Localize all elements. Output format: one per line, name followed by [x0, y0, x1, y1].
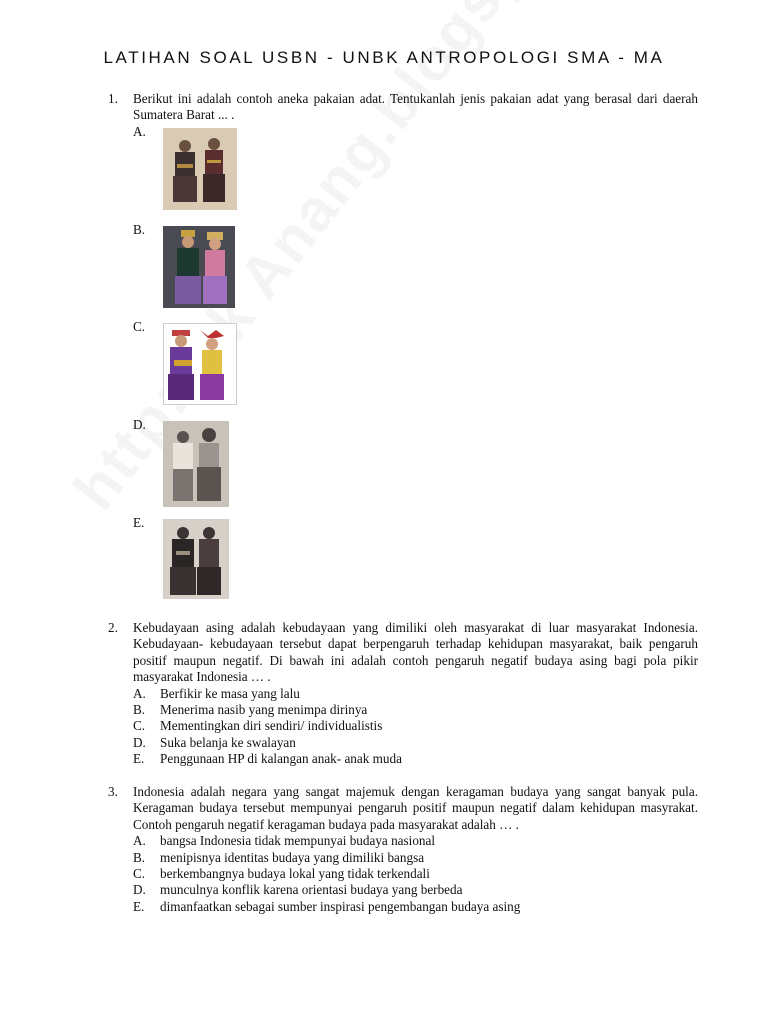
option-label: B. [133, 222, 146, 237]
question-text: Kebudayaan asing adalah kebudayaan yang dimiliki oleh masyarakat di luar masyarakat Indonesia. Kebudayaan- kebudayaan tersebut dapat berpengaruh terhadap kehidupan masyarakat, baik pengaruh positif maupun negatif. Di bawah ini adalah contoh pengaruh negatif budaya asing bagi pola pikir masyarakat Indonesia … . [133, 620, 698, 685]
answer-option-e[interactable]: E. dimanfaatkan sebagai sumber inspirasi pengembangan budaya asing [133, 898, 521, 914]
question-number: 3. [108, 784, 118, 799]
question-text: Indonesia adalah negara yang sangat majemuk dengan keragaman budaya yang sangat banyak pula. Keragaman budaya tersebut mempunyai pengaruh positif maupun negatif dalam kehidupan masyrakat. Contoh pengaruh negatif keragaman budaya pada masyarakat adalah … . [133, 784, 698, 832]
question-3 [108, 784, 698, 915]
answer-option-b[interactable]: B. Menerima nasib yang menimpa dirinya [133, 702, 368, 718]
answer-option-a[interactable]: A. bangsa Indonesia tidak mempunyai budaya nasional [133, 833, 436, 849]
answer-option-c[interactable]: C. berkembangnya budaya lokal yang tidak terkendali [133, 866, 430, 882]
costume-photo-c [163, 323, 237, 405]
answer-options [133, 686, 698, 768]
answer-option-a[interactable]: A. Berfikir ke masa yang lalu [133, 685, 300, 701]
question-1 [108, 91, 698, 124]
question-2 [108, 620, 698, 768]
answer-options [133, 833, 698, 915]
option-label: E. [133, 515, 145, 530]
page-title: LATIHAN SOAL USBN - UNBK ANTROPOLOGI SMA - MA [103, 48, 665, 67]
answer-option-e[interactable]: E. Penggunaan HP di kalangan anak- anak muda [133, 751, 402, 767]
answer-option-d[interactable]: D. Suka belanja ke swalayan [133, 734, 296, 750]
costume-photo-e [163, 519, 229, 599]
watermark [60, 0, 619, 522]
question-number: 2. [108, 620, 118, 635]
costume-photo-d [163, 421, 229, 507]
option-label: C. [133, 319, 146, 334]
answer-option-b[interactable]: B. menipisnya identitas budaya yang dimiliki bangsa [133, 849, 425, 865]
answer-option-d[interactable]: D. munculnya konflik karena orientasi budaya yang berbeda [133, 882, 463, 898]
costume-photo-a [163, 128, 237, 210]
costume-photo-b [163, 226, 235, 308]
option-label: D. [133, 417, 146, 432]
answer-option-c[interactable]: C. Mementingkan diri sendiri/ individualistis [133, 718, 383, 734]
question-text: Berikut ini adalah contoh aneka pakaian adat. Tentukanlah jenis pakaian adat yang berasal dari daerah Sumatera Barat ... . [133, 91, 698, 123]
option-label: A. [133, 124, 146, 139]
question-number: 1. [108, 91, 118, 106]
